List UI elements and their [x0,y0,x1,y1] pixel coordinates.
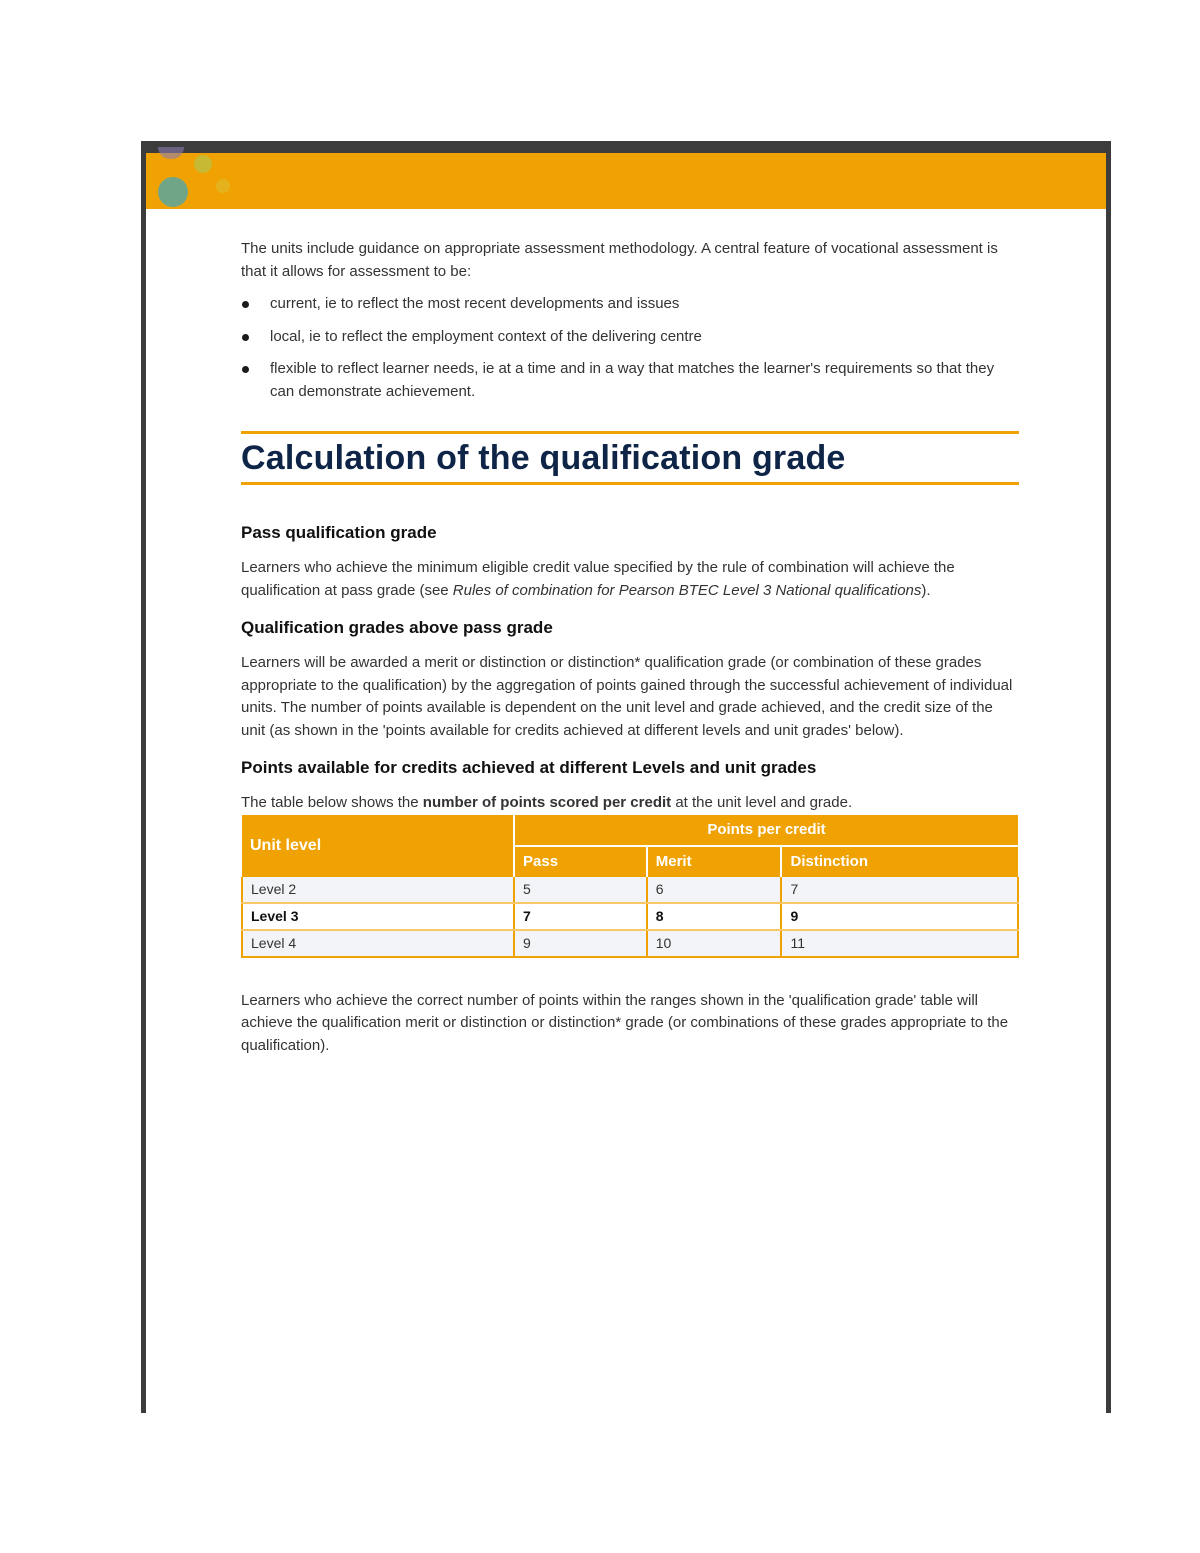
list-item [241,358,1019,403]
value-cell: 9 [514,930,647,957]
above-pass-heading: Qualification grades above pass grade [241,618,553,637]
value-cell: 5 [514,877,647,903]
merit-column-header: Merit [647,846,782,877]
decorative-dot [194,155,212,173]
points-table [241,815,1019,958]
value-cell: 6 [647,877,782,903]
distinction-column-header: Distinction [781,846,1018,877]
points-bold: number of points scored per credit [422,794,672,811]
decorative-dot [216,179,230,193]
points-text-end: at the unit level and grade. [671,794,853,811]
pass-text: Learners who achieve the minimum eligible credit value specified by the rule of combination will achieve the qualification at pass grade (see [241,559,955,599]
decorative-dot [158,177,188,207]
page-title: Calculation of the qualification grade [241,439,846,477]
header-band [146,153,1106,209]
bullet-icon [242,334,249,341]
pass-column-header: Pass [514,846,647,877]
page [146,153,1106,1413]
closing-paragraph: Learners who achieve the correct number of points within the ranges shown in the 'qualification grade' table will achieve the qualification merit or distinction or distinction* grade (or combinations of these grades appropriate to the qualification). [241,991,1009,1054]
points-per-credit-header: Points per credit [514,815,1018,846]
list-item-text: local, ie to reflect the employment context of the delivering centre [270,327,702,345]
table-row [242,877,1018,903]
page-frame [141,141,1111,1413]
value-cell: 9 [781,903,1018,930]
points-paragraph [241,792,1019,815]
value-cell: 8 [647,903,782,930]
value-cell: 7 [514,903,647,930]
bullet-list [241,293,1019,403]
level-cell: Level 3 [242,903,514,930]
level-cell: Level 4 [242,930,514,957]
bullet-icon [242,366,249,373]
value-cell: 10 [647,930,782,957]
decorative-dot [158,147,184,159]
points-text: The table below shows the [241,794,423,811]
list-item [241,293,1019,316]
pass-text-end: ). [921,581,931,599]
list-item-text: current, ie to reflect the most recent developments and issues [270,295,680,312]
value-cell: 11 [781,930,1018,957]
page-content [241,238,1019,1057]
value-cell: 7 [781,877,1018,903]
bullet-icon [242,301,249,308]
pass-paragraph [241,557,1019,602]
title-rule [241,431,1019,485]
intro-paragraph: The units include guidance on appropriate assessment methodology. A central feature of vocational assessment is that it allows for assessment to be: [241,240,998,280]
list-item [241,326,1019,349]
pass-heading: Pass qualification grade [241,523,437,542]
unit-level-header: Unit level [242,815,514,877]
list-item-text: flexible to reflect learner needs, ie at a time and in a way that matches the learner's requirements so that they can demonstrate achievement. [270,360,995,400]
above-pass-paragraph: Learners will be awarded a merit or distinction or distinction* qualification grade (or combination of these grades appropriate to the qualification) by the aggregation of points gained through the successful achievement of individual units. The number of points available is dependent on the unit level and grade achieved, and the credit size of the unit (as shown in the 'points available for credits achieved at different levels and unit grades' below). [241,654,1013,739]
points-heading: Points available for credits achieved at different Levels and unit grades [241,758,817,777]
level-cell: Level 2 [242,877,514,903]
table-row [242,903,1018,930]
pass-reference: Rules of combination for Pearson BTEC Level 3 National qualifications [452,581,922,599]
table-row [242,930,1018,957]
